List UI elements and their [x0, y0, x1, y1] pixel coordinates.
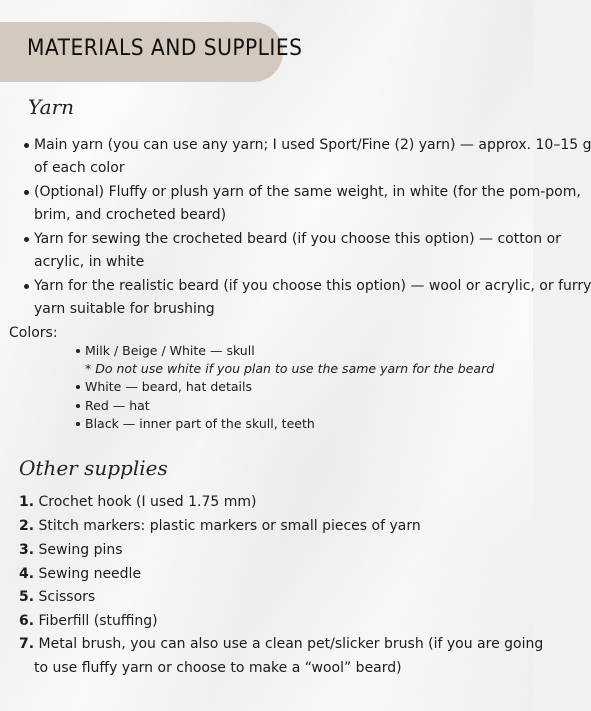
supply-item-2	[19, 515, 421, 538]
supply-text: Sewing needle	[38, 566, 142, 582]
bullet-dot	[76, 404, 80, 408]
supply-item-5	[19, 586, 95, 609]
supply-number: 6.	[19, 613, 35, 629]
supply-item-1	[19, 491, 257, 514]
supply-item-6	[19, 610, 158, 633]
yarn-item-4-line-1: Yarn for the realistic beard (if you choose this option) — wool or acrylic, or furry	[34, 278, 591, 294]
yarn-item-3-line-2: acrylic, in white	[34, 254, 145, 270]
supply-text: Sewing pins	[38, 542, 123, 558]
supply-number: 2.	[19, 518, 35, 534]
bullet-dot	[76, 349, 80, 353]
bullet-dot	[76, 385, 80, 389]
yarn-heading: Yarn	[28, 95, 75, 119]
supply-text: Fiberfill (stuffing)	[38, 613, 158, 629]
supply-number: 5.	[19, 589, 35, 605]
color-item-red: Red — hat	[85, 398, 150, 413]
bullet-dot	[24, 284, 29, 289]
bullet-dot	[24, 237, 29, 242]
supply-item-7-line-2: to use fluffy yarn or choose to make a “wool” beard)	[34, 660, 402, 676]
bullet-dot	[24, 190, 29, 195]
supply-number: 3.	[19, 542, 35, 558]
yarn-item-3-line-1: Yarn for sewing the crocheted beard (if you choose this option) — cotton or	[34, 231, 561, 247]
yarn-item-2-line-1: (Optional) Fluffy or plush yarn of the same weight, in white (for the pom-pom,	[34, 184, 581, 200]
color-item-white: White — beard, hat details	[85, 379, 252, 394]
bullet-dot	[24, 143, 29, 148]
yarn-item-4-line-2: yarn suitable for brushing	[34, 301, 215, 317]
supply-text: Stitch markers: plastic markers or small pieces of yarn	[38, 518, 421, 534]
supply-text: Scissors	[38, 589, 96, 605]
yarn-item-2-line-2: brim, and crocheted beard)	[34, 207, 227, 223]
color-item-skull: Milk / Beige / White — skull	[85, 343, 255, 358]
supply-item-7	[19, 633, 543, 656]
color-item-black: Black — inner part of the skull, teeth	[85, 416, 315, 431]
bullet-dot	[76, 422, 80, 426]
yarn-item-1-line-2: of each color	[34, 160, 125, 176]
page-title: MATERIALS AND SUPPLIES	[27, 36, 303, 61]
supply-number: 7.	[19, 636, 35, 652]
color-note: * Do not use white if you plan to use the same yarn for the beard	[85, 361, 495, 376]
supply-text: Crochet hook (I used 1.75 mm)	[38, 494, 257, 510]
supply-number: 4.	[19, 566, 35, 582]
supply-number: 1.	[19, 494, 35, 510]
colors-label: Colors:	[9, 325, 58, 341]
yarn-item-1-line-1: Main yarn (you can use any yarn; I used Sport/Fine (2) yarn) — approx. 10–15 g	[34, 137, 591, 153]
supply-text: Metal brush, you can also use a clean pet/slicker brush (if you are going	[38, 636, 544, 652]
other-supplies-heading: Other supplies	[19, 456, 168, 480]
supply-item-4	[19, 563, 141, 586]
supply-item-3	[19, 539, 123, 562]
